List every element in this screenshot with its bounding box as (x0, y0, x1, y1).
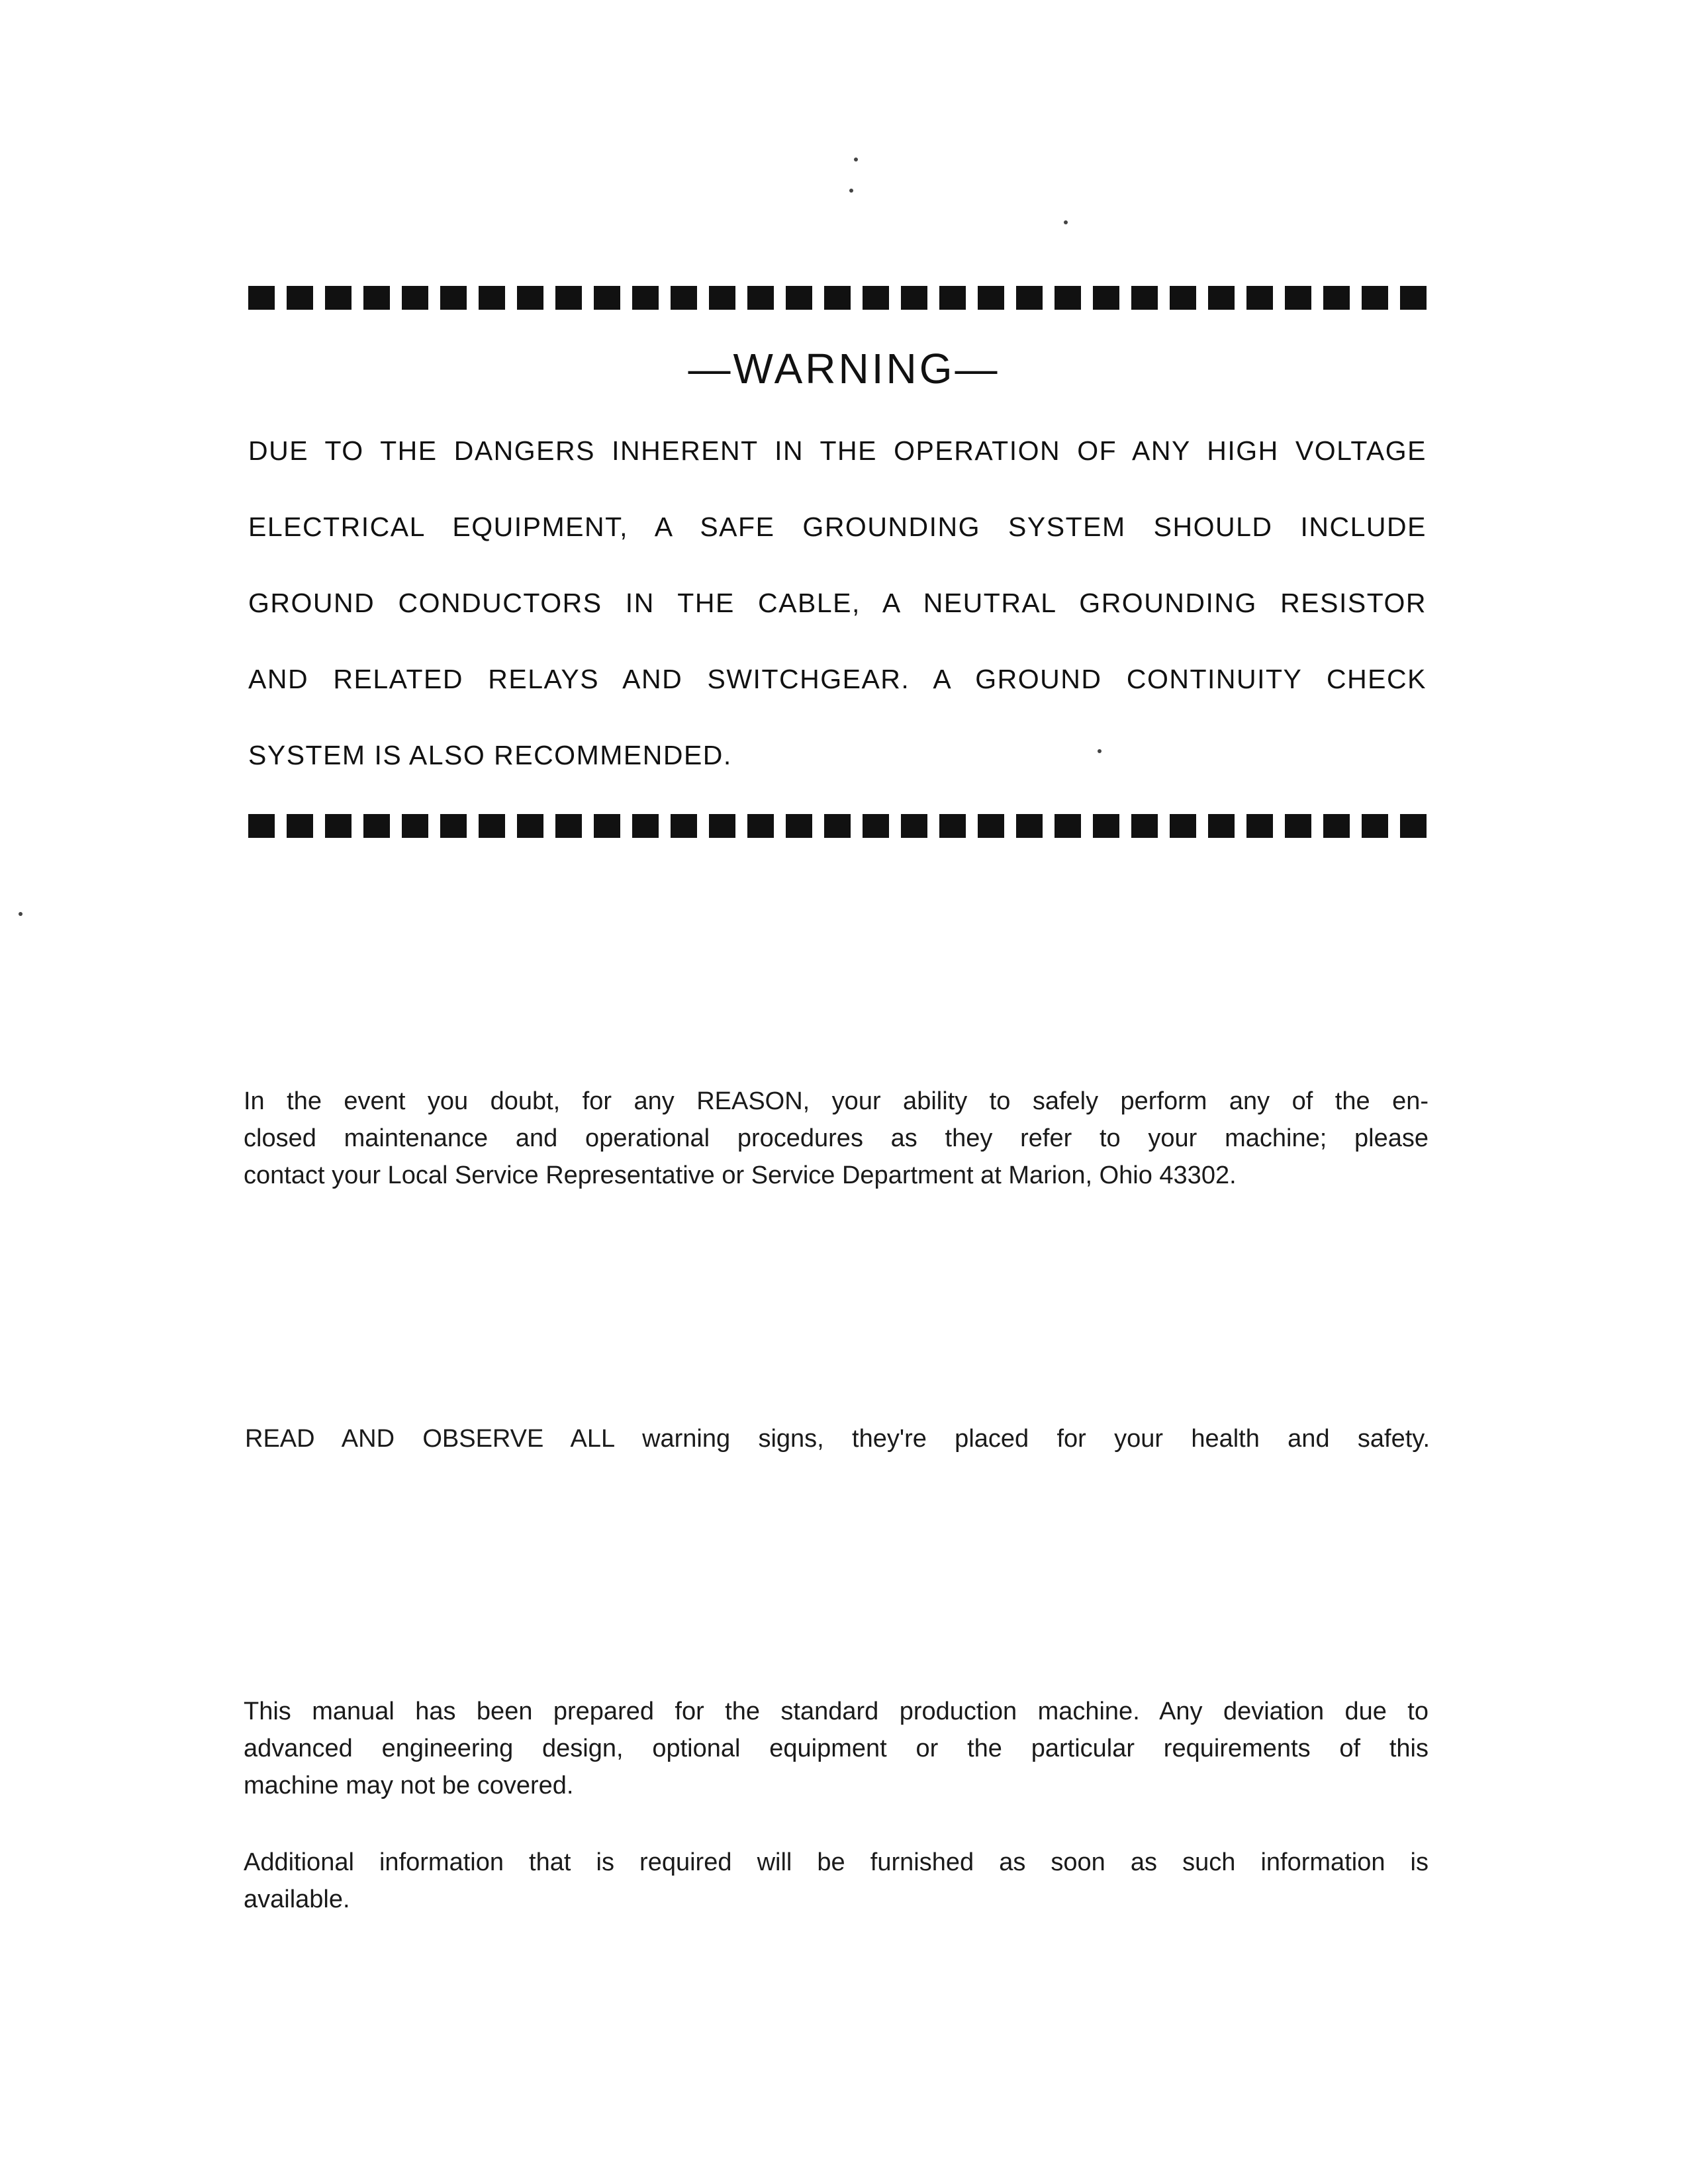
border-block (1016, 286, 1043, 310)
read-observe-line: READ AND OBSERVE ALL warning signs, they're placed for your health and safety. (245, 1425, 1430, 1453)
border-block (325, 286, 352, 310)
border-block (863, 286, 889, 310)
border-block (287, 286, 313, 310)
border-block (632, 814, 659, 838)
border-block (517, 286, 543, 310)
additional-line-2: available. (244, 1886, 350, 1913)
border-block (747, 814, 774, 838)
warning-line-1: DUE TO THE DANGERS INHERENT IN THE OPERATION OF ANY HIGH VOLTAGE (248, 435, 1427, 466)
border-block (479, 814, 505, 838)
border-block (632, 286, 659, 310)
warning-top-border (248, 286, 1427, 310)
manual-line-2: advanced engineering design, optional equipment or the particular requirements of this (244, 1735, 1429, 1762)
border-block (747, 286, 774, 310)
read-observe-notice (245, 1420, 1430, 1457)
border-block (1285, 286, 1311, 310)
border-block (594, 286, 620, 310)
border-block (1362, 814, 1388, 838)
border-block (479, 286, 505, 310)
border-block (1285, 814, 1311, 838)
border-block (594, 814, 620, 838)
border-block (1131, 814, 1158, 838)
border-block (440, 814, 467, 838)
border-block (1170, 814, 1196, 838)
border-block (978, 814, 1004, 838)
border-block (363, 814, 390, 838)
manual-line-3: machine may not be covered. (244, 1772, 574, 1799)
border-block (863, 814, 889, 838)
border-block (1055, 286, 1081, 310)
border-block (1362, 286, 1388, 310)
border-block (1016, 814, 1043, 838)
border-block (1246, 814, 1273, 838)
warning-line-5: SYSTEM IS ALSO RECOMMENDED. (248, 740, 732, 770)
border-block (1208, 814, 1235, 838)
border-block (671, 814, 697, 838)
doubt-line-1: In the event you doubt, for any REASON, your ability to safely perform any of the en- (244, 1087, 1429, 1115)
scan-speck (854, 158, 858, 161)
border-block (709, 814, 735, 838)
border-block (402, 286, 428, 310)
border-block (1093, 814, 1119, 838)
border-block (824, 286, 851, 310)
border-block (978, 286, 1004, 310)
border-block (363, 286, 390, 310)
warning-title: —WARNING— (688, 345, 1000, 392)
border-block (440, 286, 467, 310)
warning-line-4: AND RELATED RELAYS AND SWITCHGEAR. A GROUND CONTINUITY CHECK (248, 664, 1427, 694)
border-block (824, 814, 851, 838)
scan-speck (849, 189, 853, 193)
border-block (939, 286, 966, 310)
border-block (786, 286, 812, 310)
manual-paragraph (244, 1693, 1429, 1804)
border-block (1246, 286, 1273, 310)
border-block (517, 814, 543, 838)
border-block (901, 814, 927, 838)
doubt-paragraph (244, 1083, 1429, 1194)
scan-speck (1064, 220, 1068, 224)
border-block (402, 814, 428, 838)
border-block (1131, 286, 1158, 310)
border-block (1323, 286, 1350, 310)
border-block (1208, 286, 1235, 310)
warning-bottom-border (248, 814, 1427, 838)
border-block (248, 286, 275, 310)
border-block (1093, 286, 1119, 310)
additional-line-1: Additional information that is required will be furnished as soon as such information is (244, 1848, 1429, 1876)
additional-paragraph (244, 1844, 1429, 1918)
doubt-line-3: contact your Local Service Representative or Service Department at Marion, Ohio 43302. (244, 1161, 1237, 1189)
border-block (287, 814, 313, 838)
border-block (786, 814, 812, 838)
border-block (1055, 814, 1081, 838)
border-block (555, 814, 582, 838)
border-block (671, 286, 697, 310)
warning-line-3: GROUND CONDUCTORS IN THE CABLE, A NEUTRAL GROUNDING RESISTOR (248, 588, 1427, 618)
border-block (1323, 814, 1350, 838)
border-block (901, 286, 927, 310)
doubt-line-2: closed maintenance and operational procedures as they refer to your machine; please (244, 1124, 1429, 1152)
border-block (248, 814, 275, 838)
border-block (1400, 814, 1427, 838)
border-block (1400, 286, 1427, 310)
scan-speck (19, 912, 23, 916)
border-block (709, 286, 735, 310)
manual-line-1: This manual has been prepared for the standard production machine. Any deviation due to (244, 1698, 1429, 1725)
border-block (939, 814, 966, 838)
border-block (1170, 286, 1196, 310)
border-block (555, 286, 582, 310)
warning-line-2: ELECTRICAL EQUIPMENT, A SAFE GROUNDING SYSTEM SHOULD INCLUDE (248, 512, 1427, 542)
border-block (325, 814, 352, 838)
